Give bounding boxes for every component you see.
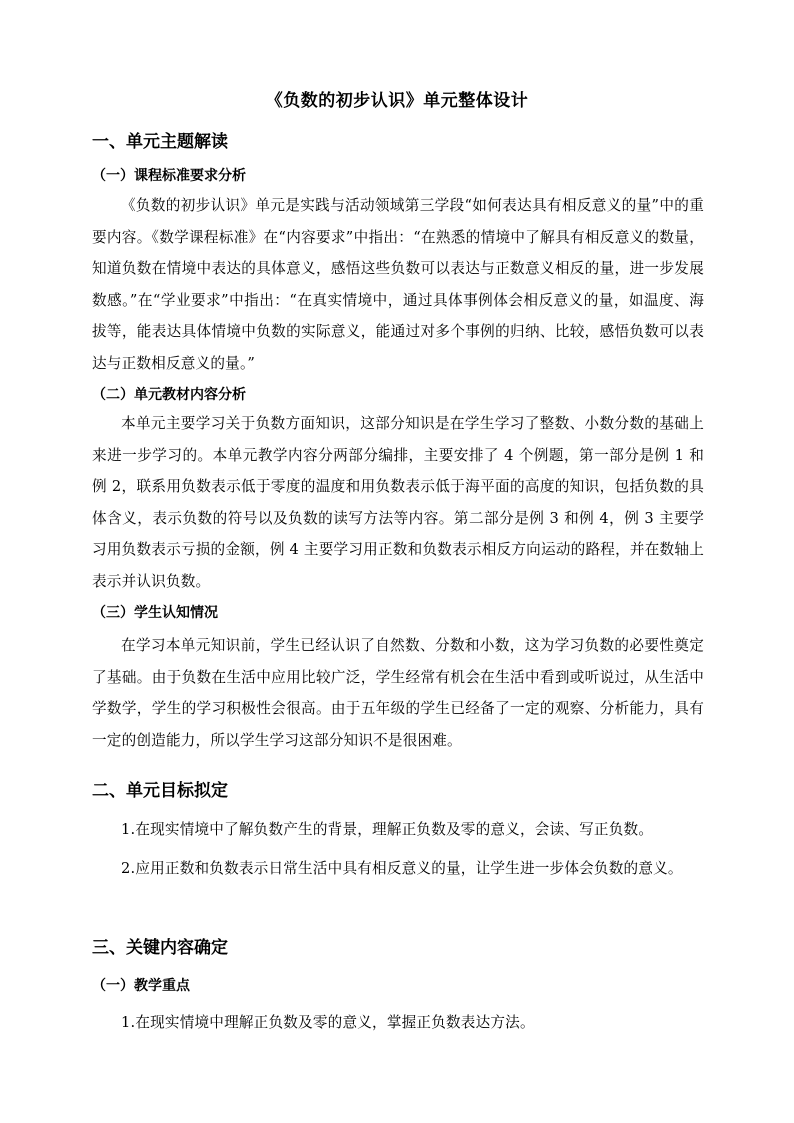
- paragraph-textbook: 本单元主要学习关于负数方面知识，这部分知识是在学生学习了整数、小数分数的基础上来进一步学习的。本单元教学内容分两部分编排，主要安排了 4 个例题，第一部分是例 1 和例 2，联系用负数表示低于零度的温度和用负数表示低于海平面的高度的知识，包括负数的具体含义，表示负数的符号以及负数的读写方法等内容。第二部分是例 3 和例 4，例 3 主要学习用负数表示亏损的金额，例 4 主要学习用正数和负数表示相反方向运动的路程，并在数轴上表示并认识负数。: [92, 415, 704, 590]
- section-heading-theme: 一、单元主题解读: [92, 132, 228, 152]
- paragraph-curriculum: 《负数的初步认识》单元是实践与活动领域第三学段“如何表达具有相反意义的量”中的重要内容。《数学课程标准》在“内容要求”中指出：“在熟悉的情境中了解具有相反意义的数量，知道负数在情境中表达的具体意义，感悟这些负数可以表达与正数意义相反的量，进一步发展数感。”在“学业要求”中指出：“在真实情境中，通过具体事例体会相反意义的量，如温度、海拔等，能表达具体情境中负数的实际意义，能通过对多个事例的归纳、比较，感悟负数可以表达与正数相反意义的量。”: [92, 197, 704, 372]
- paragraph-students: 在学习本单元知识前，学生已经认识了自然数、分数和小数，这为学习负数的必要性奠定了基础。由于负数在生活中应用比较广泛，学生经常有机会在生活中看到或听说过，从生活中学数学，学生的学习积极性会很高。由于五年级的学生已经备了一定的观察、分析能力，具有一定的创造能力，所以学生学习这部分知识不是很困难。: [92, 637, 704, 749]
- goal-item-2: 2.应用正数和负数表示日常生活中具有相反意义的量，让学生进一步体会负数的意义。: [121, 860, 683, 877]
- section-heading-key-content: 三、关键内容确定: [92, 938, 228, 958]
- goal-item-1: 1.在现实情境中了解负数产生的背景，理解正负数及零的意义，会读、写正负数。: [121, 821, 654, 838]
- focus-item-1: 1.在现实情境中理解正负数及零的意义，掌握正负数表达方法。: [121, 1014, 535, 1031]
- subsection-heading-textbook: （二）单元教材内容分析: [92, 387, 246, 403]
- section-heading-goals: 二、单元目标拟定: [92, 781, 228, 801]
- document-title: 《负数的初步认识》单元整体设计: [265, 91, 529, 111]
- subsection-heading-students: （三）学生认知情况: [92, 605, 218, 621]
- subsection-heading-focus: （一）教学重点: [92, 978, 190, 994]
- subsection-heading-curriculum: （一）课程标准要求分析: [92, 168, 246, 184]
